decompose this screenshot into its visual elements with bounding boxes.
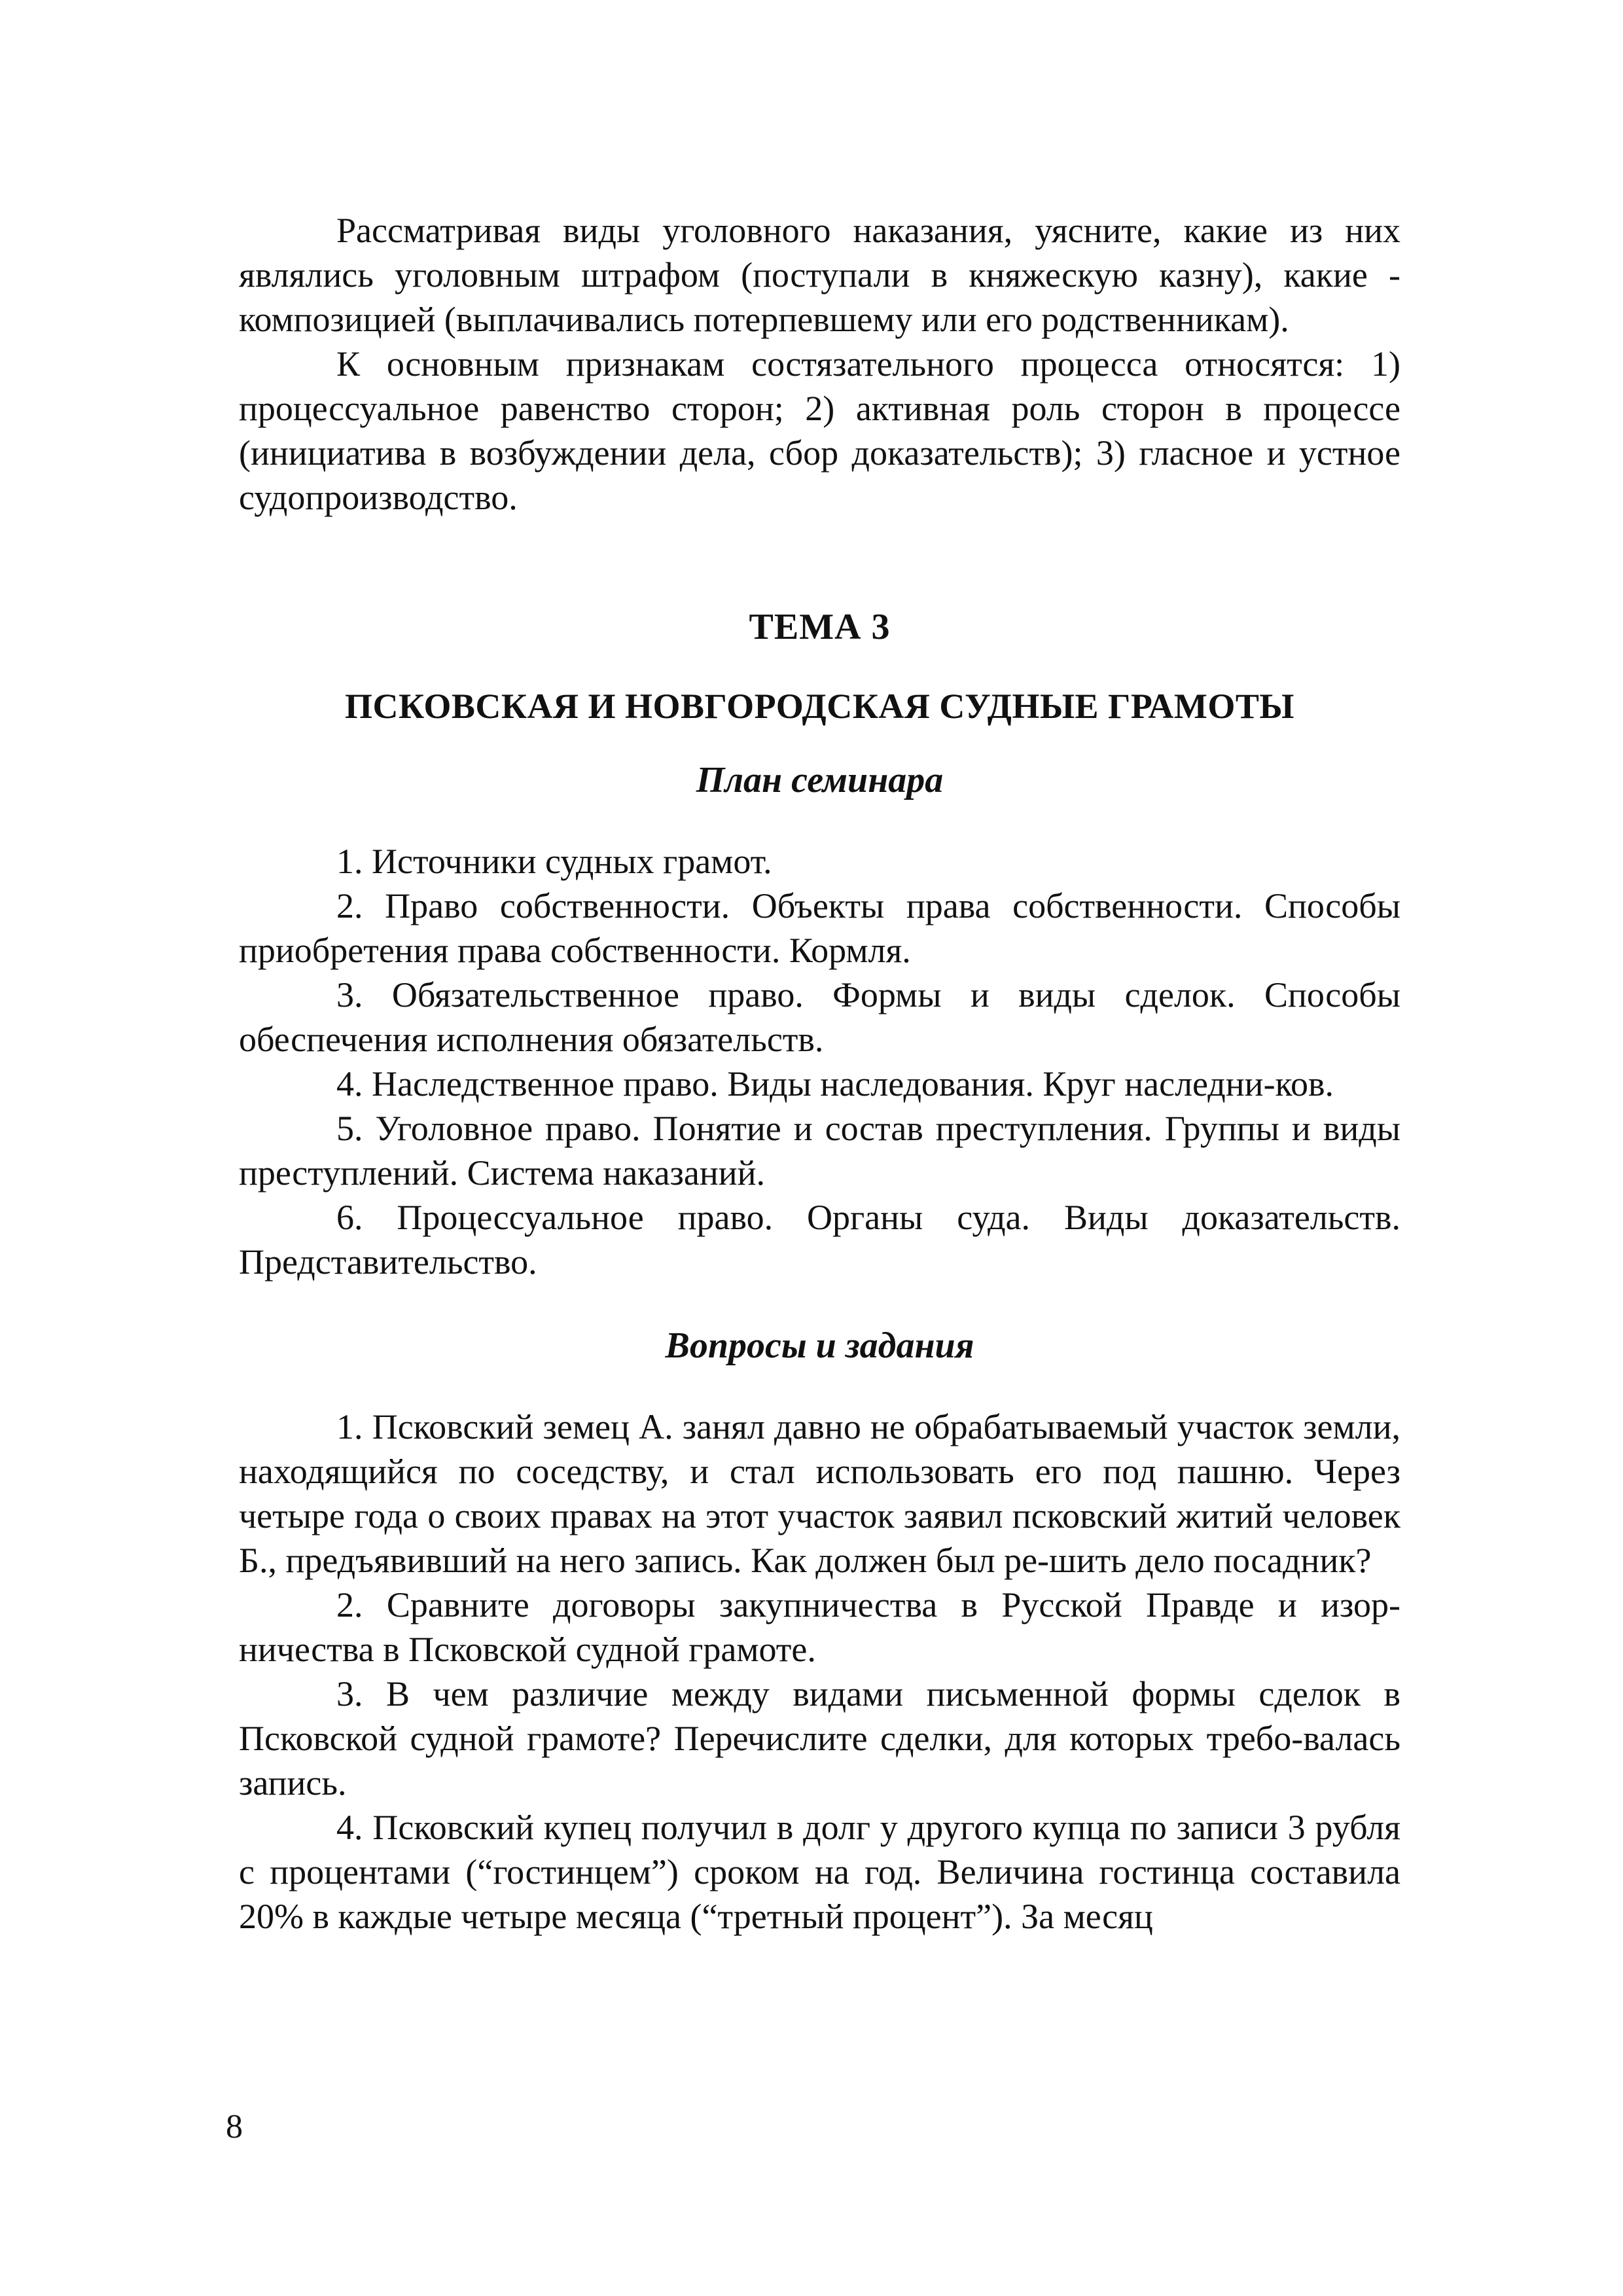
plan-item-1: 1. Источники судных грамот. (336, 842, 772, 881)
question-item-3: 3. В чем различие между видами письменной формы сделок в Псковской судной грамоте? Перечислите сделки, для которых требо-валась запись. (239, 1674, 1400, 1803)
plan-item-3: 3. Обязательственное право. Формы и виды сделок. Способы обеспечения исполнения обязательств. (239, 975, 1400, 1059)
question-item-1: 1. Псковский земец А. занял давно не обрабатываемый участок земли, находящийся по соседству, и стал использовать его под пашню. Через четыре года о своих правах на этот участок заявил псковский житий человек Б., предъявивший на него запись. Как должен был ре-шить дело посадник? (239, 1407, 1400, 1580)
intro-paragraph-2: К основным признакам состязательного процесса относятся: 1) процессуальное равенство сторон; 2) активная роль сторон в процессе (инициатива в возбуждении дела, сбор доказательств); 3) гласное и устное судопроизводство. (239, 344, 1400, 517)
questions-list (239, 1405, 1400, 1939)
plan-item-2: 2. Право собственности. Объекты права собственности. Способы приобретения права собственности. Кормля. (239, 886, 1400, 970)
plan-list (239, 839, 1400, 1284)
page-content (239, 208, 1400, 1939)
plan-item-6: 6. Процессуальное право. Органы суда. Виды доказательств. Представительство. (239, 1198, 1400, 1282)
intro-paragraph-1: Рассматривая виды уголовного наказания, уясните, какие из них являлись уголовным штрафом (поступали в княжескую казну), какие - композицией (выплачивались потерпевшему или его родственникам). (239, 211, 1400, 339)
question-item-2: 2. Сравните договоры закупничества в Русской Правде и изор-ничества в Псковской судной грамоте. (239, 1585, 1400, 1669)
topic-label: ТЕМА 3 (749, 607, 891, 647)
questions-heading: Вопросы и задания (665, 1325, 974, 1366)
question-item-4: 4. Псковский купец получил в долг у другого купца по записи 3 рубля с процентами (“гостинцем”) сроком на год. Величина гостинца составила 20% в каждые четыре месяца (“третный процент”). За месяц (239, 1808, 1400, 1936)
plan-item-4: 4. Наследственное право. Виды наследования. Круг наследни-ков. (336, 1064, 1334, 1103)
page-number: 8 (226, 2108, 243, 2145)
topic-title: ПСКОВСКАЯ И НОВГОРОДСКАЯ СУДНЫЕ ГРАМОТЫ (345, 687, 1294, 726)
plan-heading: План семинара (696, 760, 944, 800)
plan-item-5: 5. Уголовное право. Понятие и состав преступления. Группы и виды преступлений. Система наказаний. (239, 1109, 1400, 1193)
